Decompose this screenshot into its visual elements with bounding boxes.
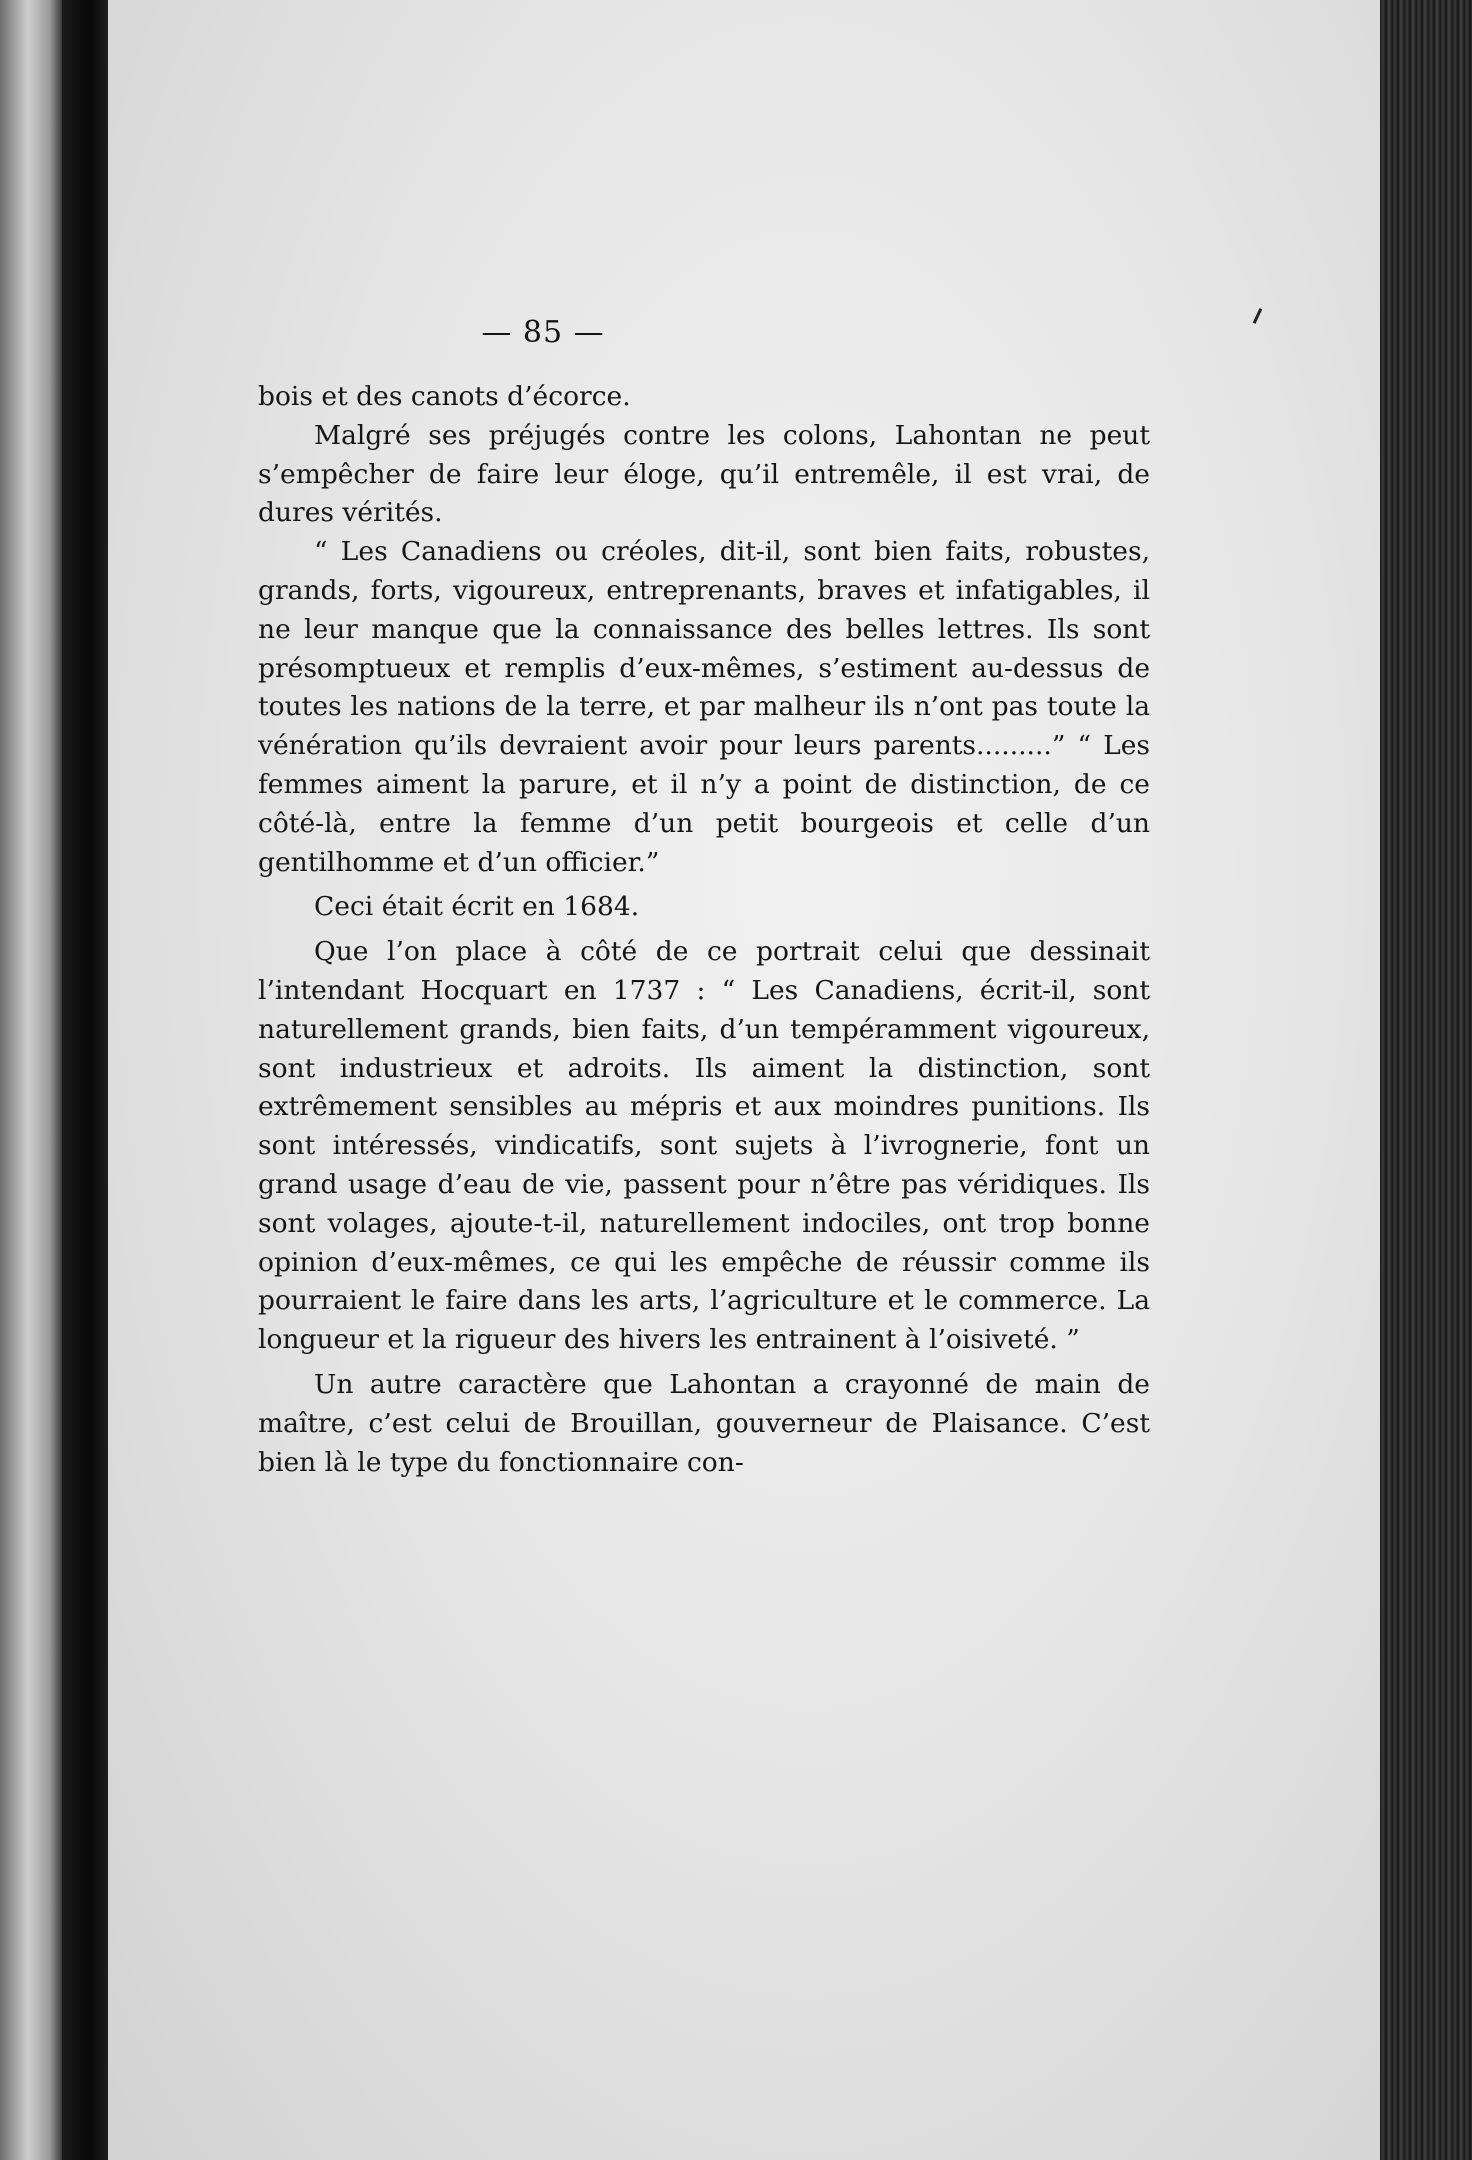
right-page-stack [1380, 0, 1472, 2160]
book-page [108, 0, 1380, 2160]
paragraph-4: Ceci était écrit en 1684. [314, 891, 640, 923]
ink-speck [1253, 308, 1262, 324]
paragraph-2: Malgré ses préjugés contre les colons, Lahontan ne peut s’empêcher de faire leur éloge, qu’il entremêle, il est vrai, de dures vérités. [258, 419, 1150, 529]
paragraph-6: Un autre caractère que Lahontan a crayonné de main de maître, c’est celui de Brouillan, gouverneur de Plaisance. C’est bien là le type du fonctionnaire con- [258, 1368, 1150, 1478]
paragraph-3-quote-lahontan: “ Les Canadiens ou créoles, dit-il, sont bien faits, robustes, grands, forts, vigoureux, entreprenants, braves et infatigables, il ne leur manque que la connaissance des belles lettres. Ils sont présomptueux et remplis d’eux-mêmes, s’estiment au-dessus de toutes les nations de la terre, et par malheur ils n’ont pas toute la vénération qu’ils devraient avoir pour leurs parents.........” “ Les femmes aiment la parure, et il n’y a point de distinction, de ce côté-là, entre la femme d’un petit bourgeois et celle d’un gentilhomme et d’un officier.” [258, 536, 1150, 878]
page-number: — 85 — [481, 315, 605, 350]
book-spine [62, 0, 108, 2160]
page-content [258, 0, 1150, 2160]
paragraph-1: bois et des canots d’écorce. [258, 381, 631, 412]
left-page-edge [0, 0, 62, 2160]
paragraph-5-quote-hocquart: Que l’on place à côté de ce portrait celui que dessinait l’intendant Hocquart en 1737 : “ Les Canadiens, écrit-il, sont naturellement grands, bien faits, d’un tempéramment vigoureux, sont industrieux et adroits. Ils aiment la distinction, sont extrêmement sensibles au mépris et aux moindres punitions. Ils sont intéressés, vindicatifs, sont sujets à l’ivrognerie, font un grand usage d’eau de vie, passent pour n’être pas véridiques. Ils sont volages, ajoute-t-il, naturellement indociles, ont trop bonne opinion d’eux-mêmes, ce qui les empêche de réussir comme ils pourraient le faire dans les arts, l’agriculture et le commerce. La longueur et la rigueur des hivers les entrainent à l’oisiveté. ” [258, 936, 1150, 1356]
body-text [258, 378, 1150, 1482]
